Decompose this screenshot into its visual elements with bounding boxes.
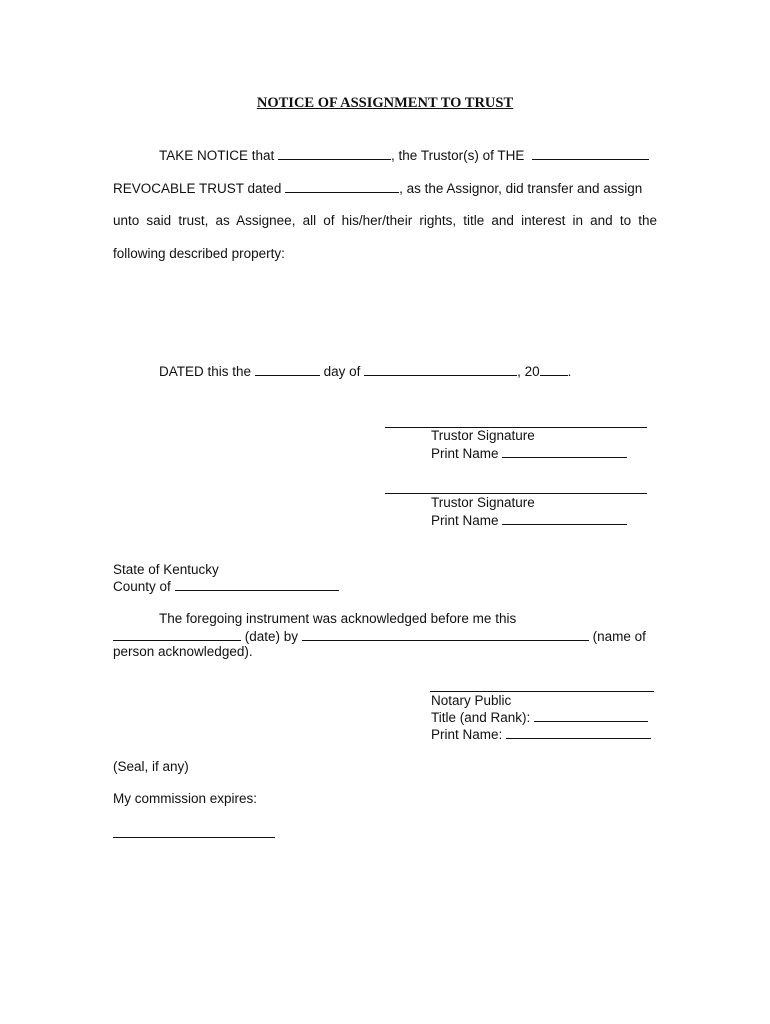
print-name-blank-2[interactable] — [502, 512, 627, 525]
trust-name-blank[interactable] — [532, 147, 649, 160]
notary-print-name-label: Print Name: — [431, 727, 503, 742]
take-notice-text: TAKE NOTICE that — [159, 148, 275, 163]
county-label: County of — [113, 579, 171, 594]
ack-person-blank[interactable] — [302, 628, 589, 641]
assignor-text: , as the Assignor, did transfer and assign — [399, 181, 643, 196]
month-blank[interactable] — [364, 363, 517, 376]
title-rank-blank[interactable] — [534, 709, 648, 722]
notary-print-name-blank[interactable] — [506, 726, 651, 739]
state-text: State of Kentucky — [113, 562, 219, 577]
title-rank-label: Title (and Rank): — [431, 710, 531, 725]
notice-line-1 — [159, 147, 649, 164]
trustor-name-blank[interactable] — [278, 147, 391, 160]
ack-date-blank[interactable] — [113, 628, 241, 641]
notice-line-2 — [113, 180, 642, 197]
seal-text: (Seal, if any) — [113, 759, 189, 774]
notary-signature-line[interactable] — [430, 691, 654, 692]
print-name-label-1: Print Name — [431, 446, 499, 461]
date-by-text: (date) by — [244, 629, 299, 644]
trust-date-blank[interactable] — [285, 180, 399, 193]
trustor-signature-line-2[interactable] — [385, 493, 647, 494]
print-name-row-2 — [431, 512, 627, 529]
trustor-signature-label-1: Trustor Signature — [431, 428, 535, 443]
county-row — [113, 578, 339, 595]
year-prefix-text: , 20 — [517, 364, 540, 379]
notary-public-label: Notary Public — [431, 693, 512, 708]
print-name-label-2: Print Name — [431, 513, 499, 528]
notice-line-3: unto said trust, as Assignee, all of his/her/their rights, title and interest in and to the — [113, 213, 657, 228]
trustor-of-text: , the Trustor(s) of THE — [391, 148, 525, 163]
county-blank[interactable] — [175, 578, 339, 591]
year-blank[interactable] — [540, 363, 568, 376]
dated-line — [159, 363, 571, 380]
print-name-blank-1[interactable] — [502, 445, 627, 458]
notice-line-4: following described property: — [113, 246, 285, 261]
commission-text: My commission expires: — [113, 791, 258, 806]
trustor-signature-label-2: Trustor Signature — [431, 495, 535, 510]
commission-expiry-line[interactable] — [113, 837, 275, 838]
day-of-text: day of — [323, 364, 361, 379]
acknowledgment-line-3: person acknowledged). — [113, 644, 253, 659]
name-of-text: (name of — [592, 629, 646, 644]
notary-print-name-row — [431, 726, 651, 743]
day-blank[interactable] — [255, 363, 320, 376]
dated-period: . — [567, 364, 572, 379]
document-title: NOTICE OF ASSIGNMENT TO TRUST — [256, 95, 514, 111]
acknowledgment-line-1: The foregoing instrument was acknowledged before me this — [159, 611, 517, 626]
dated-this-text: DATED this the — [159, 364, 252, 379]
revocable-trust-dated-text: REVOCABLE TRUST dated — [113, 181, 282, 196]
title-rank-row — [431, 709, 648, 726]
acknowledgment-line-2 — [113, 628, 646, 645]
print-name-row-1 — [431, 445, 627, 462]
